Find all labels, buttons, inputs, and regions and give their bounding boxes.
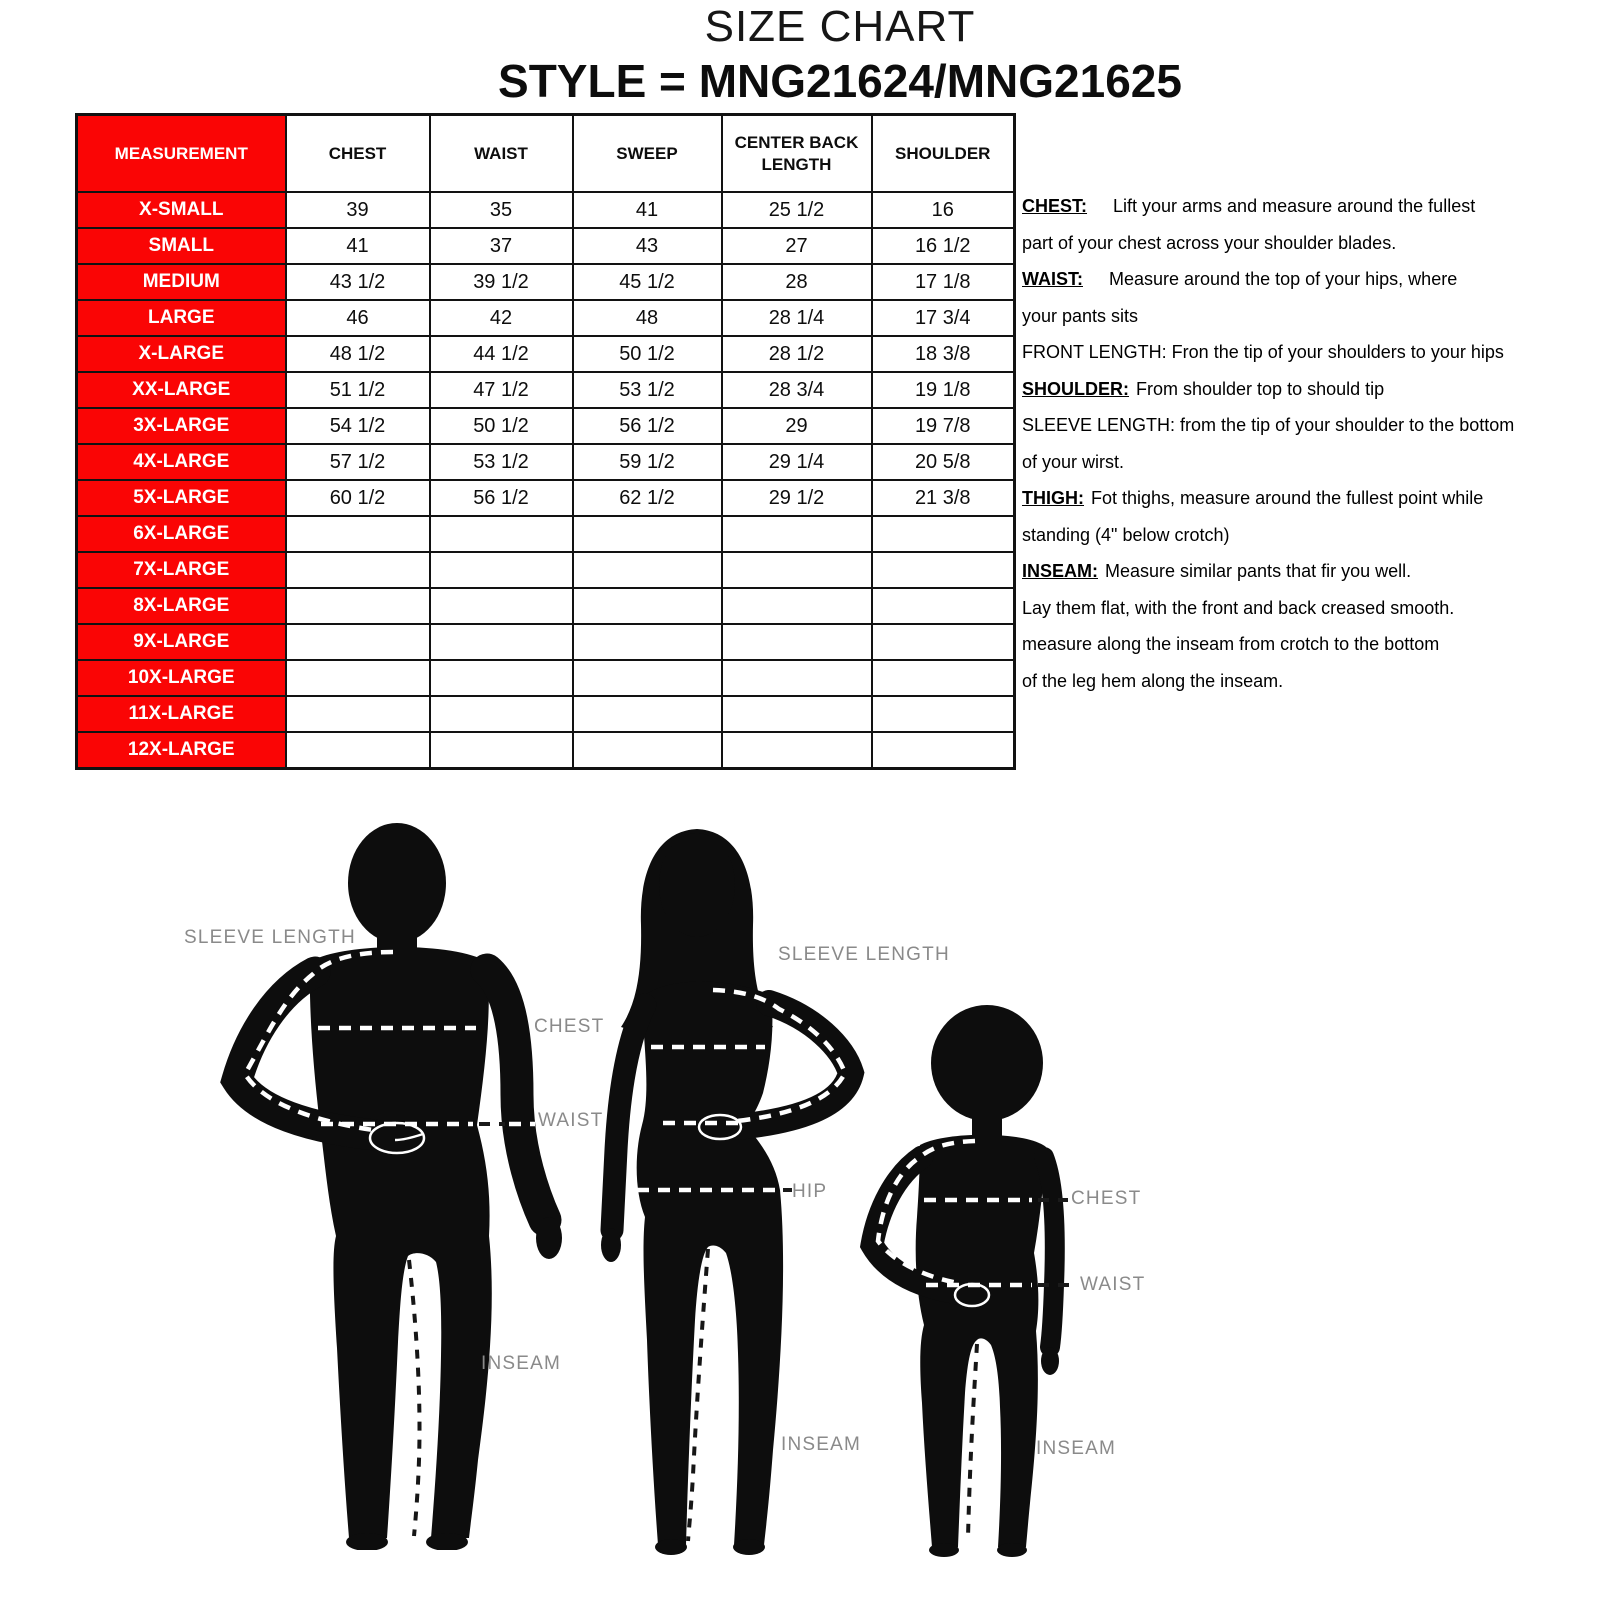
measurement-value-cell: 56 1/2: [573, 408, 722, 444]
table-row: [77, 732, 1015, 768]
measurement-value-cell: [430, 624, 573, 660]
child-waist-label: WAIST: [1080, 1274, 1146, 1295]
child-head: [931, 1005, 1043, 1121]
instruction-line: [1022, 626, 1582, 663]
woman-sleeve-length-label: SLEEVE LENGTH: [778, 944, 950, 965]
measurement-value-cell: 35: [430, 192, 573, 228]
instruction-line: [1022, 188, 1582, 225]
size-label-cell: 8X-LARGE: [77, 588, 286, 624]
measurement-value-cell: 16: [872, 192, 1015, 228]
measurement-value-cell: [430, 660, 573, 696]
measurement-value-cell: [573, 660, 722, 696]
size-label-cell: 10X-LARGE: [77, 660, 286, 696]
instruction-line: [1022, 590, 1582, 627]
instruction-line: [1022, 663, 1582, 700]
man-neck: [377, 925, 417, 967]
size-label-cell: SMALL: [77, 228, 286, 264]
instructions: [1022, 188, 1582, 699]
measurement-value-cell: 48: [573, 300, 722, 336]
size-label-cell: 3X-LARGE: [77, 408, 286, 444]
instruction-line: [1022, 480, 1582, 517]
measurement-value-cell: 39 1/2: [430, 264, 573, 300]
measurement-value-cell: [872, 660, 1015, 696]
table-row: [77, 264, 1015, 300]
child-foot-left: [929, 1543, 959, 1557]
child-chest-label: CHEST: [1071, 1188, 1142, 1209]
measurement-value-cell: [573, 552, 722, 588]
measurement-value-cell: 17 3/4: [872, 300, 1015, 336]
instruction-text: Measure around the top of your hips, where: [1109, 269, 1458, 289]
measurement-value-cell: 43 1/2: [286, 264, 430, 300]
measurement-value-cell: [286, 696, 430, 732]
measurement-value-cell: [722, 516, 872, 552]
column-header: SHOULDER: [872, 115, 1015, 193]
measurement-value-cell: 19 1/8: [872, 372, 1015, 408]
measurement-value-cell: 29 1/4: [722, 444, 872, 480]
measurement-value-cell: [872, 552, 1015, 588]
woman-hand-left: [601, 1228, 621, 1262]
size-label-cell: 7X-LARGE: [77, 552, 286, 588]
measurement-value-cell: [286, 660, 430, 696]
man-inseam-label: INSEAM: [481, 1353, 562, 1374]
measurement-value-cell: [430, 552, 573, 588]
child-body: [916, 1135, 1046, 1547]
woman-body: [637, 982, 783, 1546]
measurement-value-cell: [286, 624, 430, 660]
measurement-value-cell: 45 1/2: [573, 264, 722, 300]
man-sleeve-length-label: SLEEVE LENGTH: [184, 927, 356, 948]
instruction-line: [1022, 334, 1582, 371]
measurement-value-cell: 59 1/2: [573, 444, 722, 480]
measurement-value-cell: 25 1/2: [722, 192, 872, 228]
column-header: WAIST: [430, 115, 573, 193]
instruction-term: SHOULDER:: [1022, 378, 1129, 399]
page-title: SIZE CHART: [704, 2, 976, 51]
man-inseam-dash-line: [409, 1260, 420, 1536]
instruction-line: [1022, 298, 1582, 335]
measurement-value-cell: [872, 732, 1015, 768]
measurement-value-cell: [573, 696, 722, 732]
table-header-row: [77, 115, 1015, 193]
measurement-value-cell: 37: [430, 228, 573, 264]
column-header: SWEEP: [573, 115, 722, 193]
table-row: [77, 228, 1015, 264]
instruction-line: [1022, 553, 1582, 590]
measurement-value-cell: [722, 624, 872, 660]
instruction-text: FRONT LENGTH: Fron the tip of your shoulders to your hips: [1022, 342, 1504, 362]
woman-hip-label: HIP: [792, 1181, 828, 1202]
instruction-line: [1022, 517, 1582, 554]
table-row: [77, 480, 1015, 516]
table-row: [77, 516, 1015, 552]
size-label-cell: 6X-LARGE: [77, 516, 286, 552]
instruction-text: your pants sits: [1022, 305, 1139, 326]
instruction-text: SLEEVE LENGTH: from the tip of your shoulder to the bottom: [1022, 415, 1515, 435]
measurement-value-cell: 42: [430, 300, 573, 336]
measurement-value-cell: 60 1/2: [286, 480, 430, 516]
measurement-value-cell: [286, 516, 430, 552]
instruction-text: Fot thighs, measure around the fullest point while: [1091, 488, 1484, 508]
instruction-term: INSEAM:: [1022, 561, 1098, 581]
man-chest-label: CHEST: [534, 1016, 605, 1037]
instruction-text: of your wirst.: [1022, 451, 1125, 472]
measurement-value-cell: 47 1/2: [430, 372, 573, 408]
size-label-cell: MEDIUM: [77, 264, 286, 300]
measurement-value-cell: [573, 624, 722, 660]
measurement-value-cell: [573, 516, 722, 552]
column-header: CHEST: [286, 115, 430, 193]
measurement-value-cell: [872, 516, 1015, 552]
instruction-term: THIGH:: [1022, 488, 1084, 508]
table-row: [77, 588, 1015, 624]
instruction-text: From shoulder top to should tip: [1136, 378, 1385, 399]
size-label-cell: XX-LARGE: [77, 372, 286, 408]
measurement-value-cell: 44 1/2: [430, 336, 573, 372]
instruction-line: [1022, 407, 1582, 444]
size-label-cell: X-SMALL: [77, 192, 286, 228]
size-table: [75, 113, 1016, 770]
measurement-value-cell: [430, 516, 573, 552]
child-arm-hanging: [1044, 1157, 1055, 1347]
measurement-value-cell: 18 3/8: [872, 336, 1015, 372]
measurement-value-cell: [430, 732, 573, 768]
measurement-value-cell: 16 1/2: [872, 228, 1015, 264]
measurement-value-cell: 27: [722, 228, 872, 264]
measurement-value-cell: [573, 732, 722, 768]
woman-head: [659, 833, 735, 937]
table-row: [77, 408, 1015, 444]
woman-inseam-label: INSEAM: [781, 1434, 862, 1455]
man-hand-right: [536, 1217, 562, 1259]
table-row: [77, 624, 1015, 660]
measurement-value-cell: [573, 588, 722, 624]
measurement-value-cell: 46: [286, 300, 430, 336]
column-header: CENTER BACK LENGTH: [722, 115, 872, 193]
instruction-text: Lift your arms and measure around the fullest: [1113, 196, 1476, 216]
style-subtitle: STYLE = MNG21624/MNG21625: [498, 55, 1182, 107]
measurement-value-cell: 43: [573, 228, 722, 264]
measurement-value-cell: 57 1/2: [286, 444, 430, 480]
man-silhouette: [195, 800, 585, 1550]
instruction-text: of the leg hem along the inseam.: [1022, 670, 1284, 691]
measurement-value-cell: 28: [722, 264, 872, 300]
measurement-value-cell: 62 1/2: [573, 480, 722, 516]
measurement-value-cell: 54 1/2: [286, 408, 430, 444]
measurement-value-cell: 41: [573, 192, 722, 228]
measurement-value-cell: 51 1/2: [286, 372, 430, 408]
measurement-value-cell: [430, 588, 573, 624]
measurement-value-cell: 56 1/2: [430, 480, 573, 516]
table-row: [77, 300, 1015, 336]
instruction-line: [1022, 261, 1582, 298]
instruction-text: Lay them flat, with the front and back creased smooth.: [1022, 597, 1455, 618]
size-label-cell: 12X-LARGE: [77, 732, 286, 768]
size-label-cell: 9X-LARGE: [77, 624, 286, 660]
measurement-value-cell: 29: [722, 408, 872, 444]
measurement-value-cell: 19 7/8: [872, 408, 1015, 444]
measurement-value-cell: 21 3/8: [872, 480, 1015, 516]
instruction-text: Measure similar pants that fir you well.: [1105, 561, 1412, 581]
measurement-value-cell: 50 1/2: [430, 408, 573, 444]
table-row: [77, 696, 1015, 732]
measurement-value-cell: 28 3/4: [722, 372, 872, 408]
measurement-value-cell: 39: [286, 192, 430, 228]
woman-foot-right: [733, 1539, 765, 1555]
measurement-value-cell: 41: [286, 228, 430, 264]
measurement-value-cell: 29 1/2: [722, 480, 872, 516]
column-header: MEASUREMENT: [77, 115, 286, 193]
measurement-value-cell: [430, 696, 573, 732]
size-label-cell: 11X-LARGE: [77, 696, 286, 732]
measurement-value-cell: [286, 552, 430, 588]
measurement-value-cell: [872, 588, 1015, 624]
measurement-value-cell: [286, 588, 430, 624]
child-silhouette: [840, 995, 1090, 1557]
measurement-value-cell: [722, 588, 872, 624]
woman-foot-left: [655, 1539, 687, 1555]
instruction-term: CHEST:: [1022, 196, 1088, 216]
table-row: [77, 660, 1015, 696]
instruction-text: part of your chest across your shoulder blades.: [1022, 232, 1397, 253]
instruction-text: measure along the inseam from crotch to the bottom: [1022, 634, 1440, 654]
measurement-value-cell: 53 1/2: [430, 444, 573, 480]
table-row: [77, 336, 1015, 372]
measurement-value-cell: [722, 660, 872, 696]
measurement-value-cell: 28 1/2: [722, 336, 872, 372]
man-body: [310, 947, 492, 1538]
man-arm-hanging: [487, 970, 545, 1220]
measurement-value-cell: [722, 732, 872, 768]
size-label-cell: 5X-LARGE: [77, 480, 286, 516]
size-label-cell: X-LARGE: [77, 336, 286, 372]
measurement-value-cell: 17 1/8: [872, 264, 1015, 300]
child-foot-right: [997, 1543, 1027, 1557]
man-waist-label: WAIST: [538, 1110, 604, 1131]
instruction-text: standing (4" below crotch): [1022, 524, 1230, 545]
instruction-line: [1022, 444, 1582, 481]
child-hand-right: [1041, 1347, 1059, 1375]
instruction-line: [1022, 225, 1582, 262]
child-inseam-label: INSEAM: [1036, 1438, 1117, 1459]
measurement-value-cell: [286, 732, 430, 768]
instruction-term: WAIST:: [1022, 269, 1083, 289]
measurement-value-cell: 53 1/2: [573, 372, 722, 408]
table-row: [77, 444, 1015, 480]
table-row: [77, 192, 1015, 228]
instruction-line: [1022, 371, 1582, 408]
child-neck: [972, 1107, 1002, 1147]
child-inseam-dash-line: [968, 1344, 977, 1538]
size-label-cell: LARGE: [77, 300, 286, 336]
size-label-cell: 4X-LARGE: [77, 444, 286, 480]
measurement-value-cell: [872, 624, 1015, 660]
table-row: [77, 372, 1015, 408]
measurement-value-cell: [722, 696, 872, 732]
table-row: [77, 552, 1015, 588]
measurement-value-cell: 20 5/8: [872, 444, 1015, 480]
measurement-value-cell: [722, 552, 872, 588]
measurement-value-cell: 48 1/2: [286, 336, 430, 372]
measurement-value-cell: 50 1/2: [573, 336, 722, 372]
measurement-value-cell: [872, 696, 1015, 732]
measurement-value-cell: 28 1/4: [722, 300, 872, 336]
